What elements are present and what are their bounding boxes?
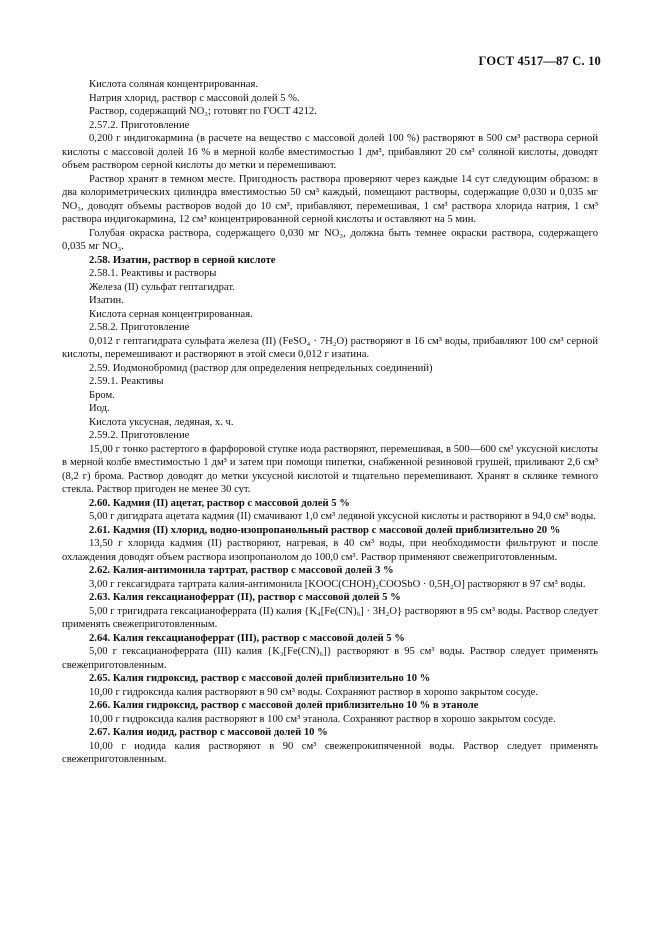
paragraph: Раствор хранят в темном месте. Пригодность раствора проверяют через каждые 14 сут следующим образом: в два колориметрических цилиндра вместимостью 50 см³ каждый, помещают растворы, содержащие 0,030 и 0,035 мг NO₃, доводят объемы растворов водой до 10 см³, прибавляют, перемешивая, 1 см³ раствора хлорида натрия, 1 см³ раствора индигокармина, 12 см³ концентрированной серной кислоты и оставляют на 5 мин. [62, 173, 598, 225]
paragraph: Изатин. [89, 295, 124, 306]
paragraph: Натрия хлорид, раствор с массовой долей 5 %. [89, 92, 300, 104]
paragraph: Раствор, содержащий NO₃; готовят по ГОСТ 4212. [89, 106, 317, 117]
paragraph: 2.59.1. Реактивы [89, 376, 164, 387]
paragraph: 10,00 г гидроксида калия растворяют в 100 см³ этанола. Сохраняют раствор в хорошо закрытом сосуде. [89, 713, 556, 725]
paragraph: Иод. [89, 403, 110, 414]
paragraph: Кислота уксусная, ледяная, х. ч. [89, 416, 234, 428]
paragraph: 5,00 г дигидрата ацетата кадмия (II) смачивают 1,0 см³ ледяной уксусной кислоты и растворяют в 94,0 см³ воды. [89, 511, 596, 522]
paragraph: 2.57.2. Приготовление [89, 119, 190, 131]
paragraph: Бром. [89, 389, 115, 401]
paragraph: 5,00 г тригидрата гексацианоферрата (II) калия {K₄[Fe(CN)₆] · 3H₂O} растворяют в 95 см³ воды. Раствор следует применять свежеприготовленным. [62, 605, 598, 630]
paragraph: Кислота серная концентрированная. [89, 308, 253, 320]
document-body [62, 78, 598, 767]
paragraph: Железа (II) сульфат гептагидрат. [89, 281, 235, 293]
paragraph: 0,200 г индигокармина (в расчете на вещество с массовой долей 100 %) растворяют в 500 см³ раствора серной кислоты с массовой долей 16 % в мерной колбе вместимостью 1 дм³, прибавляют 20 см³ соляной кислоты, доводят объем раствором серной кислоты до метки и перемешивают. [62, 133, 598, 171]
section-heading: 2.65. Калия гидроксид, раствор с массовой долей приблизительно 10 % [89, 673, 431, 684]
section-heading: 2.63. Калия гексацианоферрат (II), раствор с массовой долей 5 % [89, 592, 401, 603]
paragraph: 10,00 г иодида калия растворяют в 90 см³ свежепрокипяченной воды. Раствор следует применять свежеприготовленным. [62, 740, 598, 765]
section-heading: 2.61. Кадмия (II) хлорид, водно-изопропанольный раствор с массовой долей приблизительно 20 % [89, 524, 561, 536]
paragraph: 2.59. Иодмонобромид (раствор для определения непредельных соединений) [89, 362, 433, 374]
section-heading: 2.66. Калия гидроксид, раствор с массовой долей приблизительно 10 % в этаноле [89, 700, 479, 711]
section-heading: 2.67. Калия иодид, раствор с массовой долей 10 % [89, 727, 328, 738]
paragraph: 13,50 г хлорида кадмия (II) растворяют, нагревая, в 40 см³ воды, при необходимости фильтруют и после охлаждения доводят объем раствора изопропанолом до 100,0 см³. Раствор применяют свежеприготовленным. [62, 538, 598, 563]
paragraph: 10,00 г гидроксида калия растворяют в 90 см³ воды. Сохраняют раствор в хорошо закрытом сосуде. [89, 686, 538, 698]
section-heading: 2.60. Кадмия (II) ацетат, раствор с массовой долей 5 % [89, 497, 350, 509]
paragraph: 5,00 г гексацианоферрата (III) калия {K₃[Fe(CN)₆]} растворяют в 95 см³ воды. Раствор следует применять свежеприготовленным. [62, 646, 598, 671]
paragraph: 2.59.2. Приготовление [89, 430, 190, 441]
paragraph: 0,012 г гептагидрата сульфата железа (II) (FeSO₄ · 7H₂O) растворяют в 16 см³ воды, прибавляют 100 см³ серной кислоты, перемешивают и растворяют в этой смеси 0,012 г изатина. [62, 335, 598, 360]
paragraph: 2.58.1. Реактивы и растворы [89, 268, 217, 279]
paragraph: 2.58.2. Приготовление [89, 322, 190, 333]
section-heading: 2.58. Изатин, раствор в серной кислоте [89, 254, 276, 266]
page-header: ГОСТ 4517—87 С. 10 [478, 54, 601, 68]
section-heading: 2.62. Калия-антимонила тартрат, раствор с массовой долей 3 % [89, 565, 394, 576]
paragraph: Кислота соляная концентрированная. [89, 79, 258, 90]
paragraph: 15,00 г тонко растертого в фарфоровой ступке иода растворяют, перемешивая, в 500—600 см³ уксусной кислоты в мерной колбе вместимостью 1 дм³ и затем при помощи пипетки, снабженной резиновой грушей, приливают 2,6 см³ (8,2 г) брома. Раствор доводят до метки уксусной кислотой и тщательно перемешивают. Хранят в склянке темного стекла. Раствор пригоден не менее 30 сут. [62, 443, 598, 495]
section-heading: 2.64. Калия гексацианоферрат (III), раствор с массовой долей 5 % [89, 632, 405, 644]
paragraph: Голубая окраска раствора, содержащего 0,030 мг NO₃, должна быть темнее окраски раствора, содержащего 0,035 мг NO₃. [62, 227, 598, 252]
paragraph: 3,00 г гексагидрата тартрата калия-антимонила [KOOC(CHOH)₂COOSbO · 0,5H₂O] растворяют в 97 см³ воды. [89, 578, 586, 590]
